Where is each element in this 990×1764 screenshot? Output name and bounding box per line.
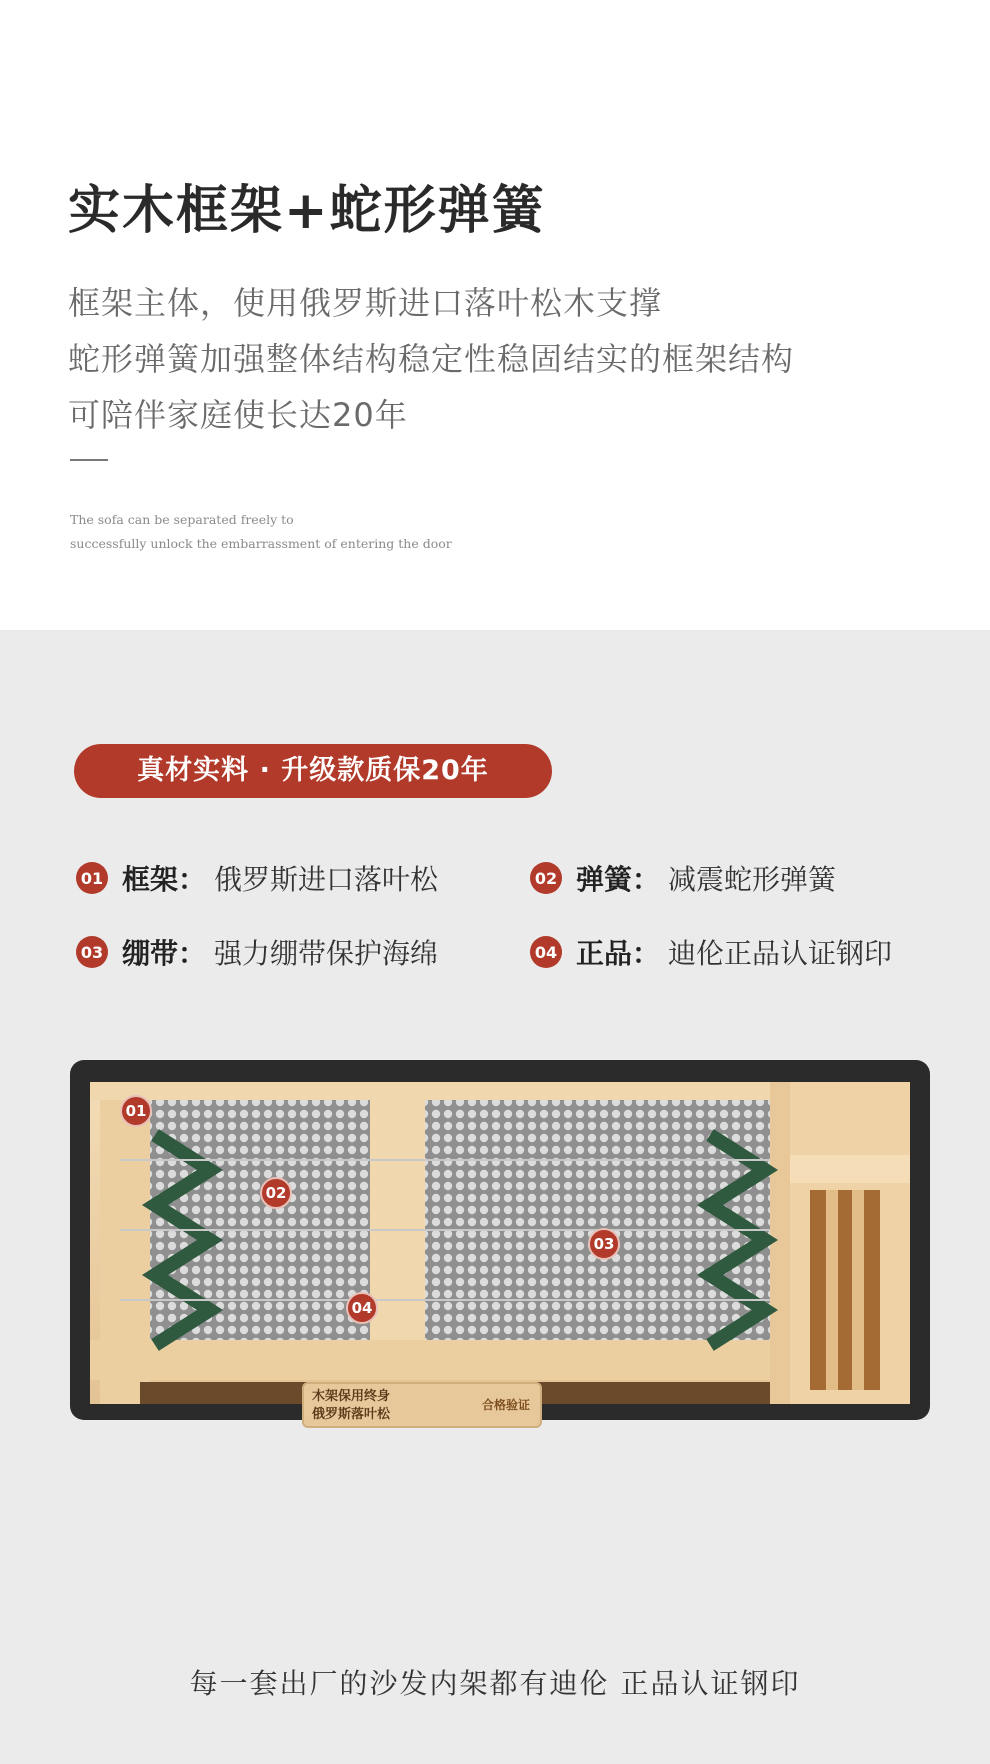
feature-number: 01 — [76, 862, 108, 894]
stamp-text-bottom: 俄罗斯落叶松 — [312, 1407, 391, 1422]
feature-value: 减震蛇形弹簧 — [668, 863, 837, 896]
wood-bar — [90, 1340, 790, 1380]
feature-value: 迪伦正品认证钢印 — [668, 937, 893, 970]
wood-bar — [810, 1190, 880, 1390]
image-marker: 01 — [120, 1095, 152, 1127]
description-line: 框架主体，使用俄罗斯进口落叶松木支撑 — [68, 284, 663, 322]
description-line: 蛇形弹簧加强整体结构稳定性稳固结实的框架结构 — [68, 340, 795, 378]
image-marker: 02 — [260, 1177, 292, 1209]
wood-bar — [370, 1095, 425, 1380]
english-line: successfully unlock the embarrassment of entering the door — [70, 536, 452, 551]
feature-item — [76, 932, 438, 972]
feature-item — [530, 932, 892, 972]
wood-bar — [90, 1082, 790, 1100]
certification-stamp — [302, 1382, 542, 1428]
wood-bar — [852, 1190, 864, 1390]
feature-label: 弹簧： — [576, 863, 661, 896]
caption: 每一套出厂的沙发内架都有迪伦 正品认证钢印 — [189, 1667, 801, 1700]
quality-badge: 真材实料 · 升级款质保20年 — [74, 744, 552, 798]
feature-label: 正品： — [576, 937, 661, 970]
description — [68, 275, 794, 443]
feature-item — [76, 858, 438, 898]
image-marker: 04 — [346, 1292, 378, 1324]
feature-label: 绷带： — [122, 937, 207, 970]
english-subtitle — [70, 508, 452, 556]
feature-item — [530, 858, 836, 898]
stamp-text-top: 木架保用终身 — [312, 1389, 391, 1404]
description-line: 可陪伴家庭使长达20年 — [68, 396, 408, 434]
feature-number: 03 — [76, 936, 108, 968]
feature-value: 俄罗斯进口落叶松 — [214, 863, 439, 896]
intro-section — [0, 0, 990, 630]
image-marker: 03 — [588, 1228, 620, 1260]
feature-label: 框架： — [122, 863, 207, 896]
wood-bar — [826, 1190, 838, 1390]
divider — [70, 459, 108, 461]
detail-section — [0, 630, 990, 1764]
wood-bar — [790, 1155, 910, 1183]
page-title: 实木框架+蛇形弹簧 — [68, 181, 546, 241]
sofa-frame-illustration — [70, 1060, 930, 1430]
stamp-badge: 合格验证 — [481, 1398, 530, 1412]
feature-number: 04 — [530, 936, 562, 968]
feature-value: 强力绷带保护海绵 — [214, 937, 439, 970]
sofa-frame-svg — [70, 1060, 930, 1430]
english-line: The sofa can be separated freely to — [70, 512, 294, 527]
feature-number: 02 — [530, 862, 562, 894]
